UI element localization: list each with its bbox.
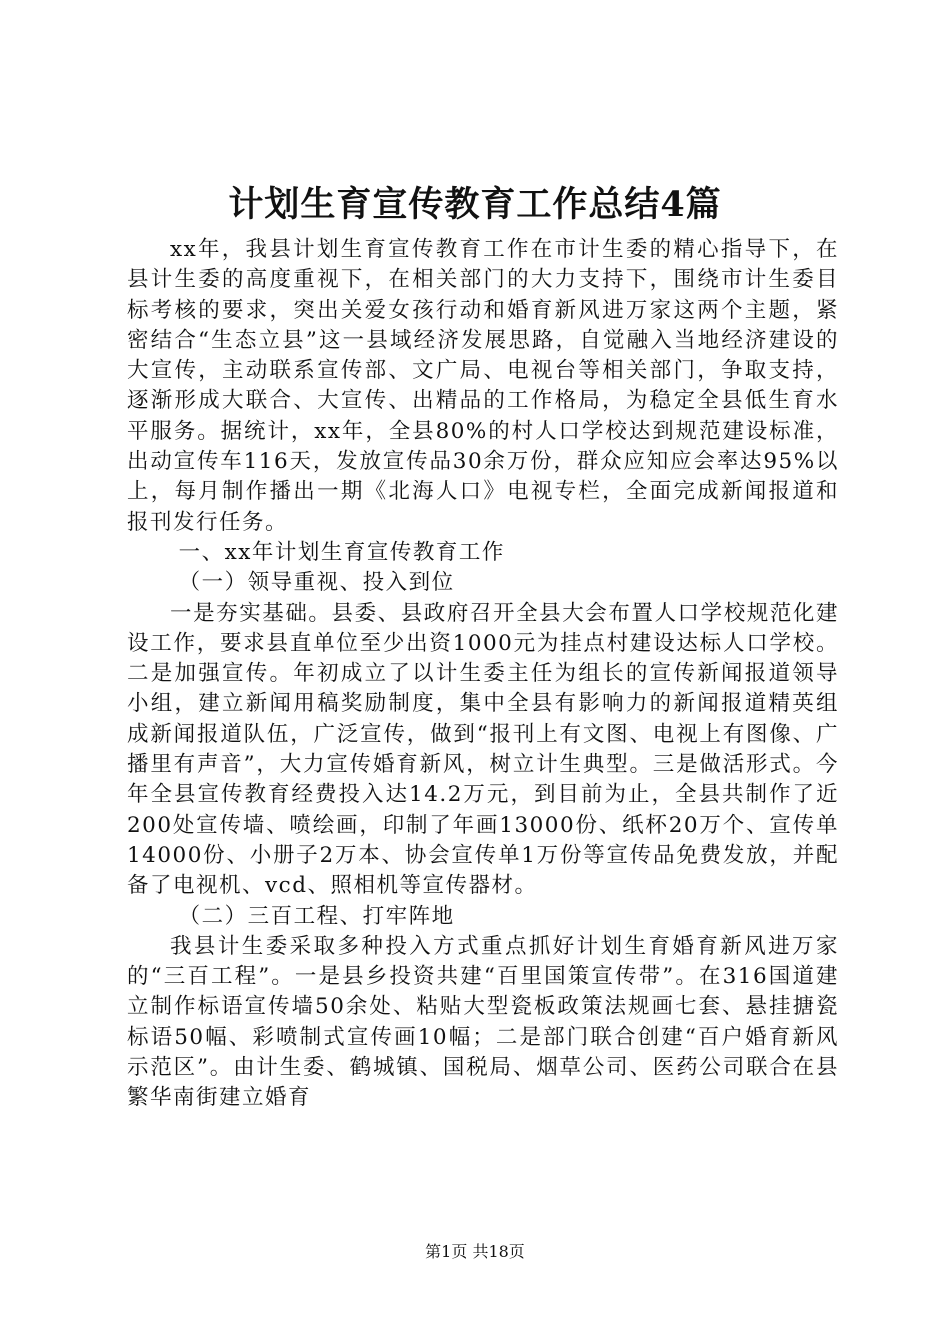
document-title: 计划生育宣传教育工作总结4篇 xyxy=(228,184,722,225)
subsection-heading-2: （二）三百工程、打牢阵地 xyxy=(178,903,455,929)
page-footer: 第1页 共18页 xyxy=(425,1242,525,1261)
document-body xyxy=(127,235,839,1114)
intro-paragraph: xx年，我县计划生育宣传教育工作在市计生委的精心指导下，在县计生委的高度重视下，在相关部门的大力支持下，围绕市计生委目标考核的要求，突出关爱女孩行动和婚育新风进万家这两个主题，紧密结合“生态立县”这一县域经济发展思路，自觉融入当地经济建设的大宣传，主动联系宣传部、文广局、电视台等相关部门，争取支持，逐渐形成大联合、大宣传、出精品的工作格局，为稳定全县低生育水平服务。据统计，xx年，全县80%的村人口学校达到规范建设标准，出动宣传车116天，发放宣传品30余万份，群众应知应会率达95%以上，每月制作播出一期《北海人口》电视专栏，全面完成新闻报道和报刊发行任务。 xyxy=(127,237,839,535)
subsection-heading-1: （一）领导重视、投入到位 xyxy=(178,570,455,596)
section-heading-1: 一、xx年计划生育宣传教育工作 xyxy=(178,539,505,565)
subsection-2-paragraph: 我县计生委采取多种投入方式重点抓好计划生育婚育新风进万家的“三百工程”。一是县乡投资共建“百里国策宣传带”。在316国道建立制作标语宣传墙50余处、粘贴大型瓷板政策法规画七套、悬挂搪瓷标语50幅、彩喷制式宣传画10幅；二是部门联合创建“百户婚育新风示范区”。由计生委、鹤城镇、国税局、烟草公司、医药公司联合在县繁华南街建立婚育 xyxy=(127,933,839,1111)
subsection-1-paragraph: 一是夯实基础。县委、县政府召开全县大会布置人口学校规范化建设工作，要求县直单位至少出资1000元为挂点村建设达标人口学校。二是加强宣传。年初成立了以计生委主任为组长的宣传新闻报道领导小组，建立新闻用稿奖励制度，集中全县有影响力的新闻报道精英组成新闻报道队伍，广泛宣传，做到“报刊上有文图、电视上有图像、广播里有声音”，大力宣传婚育新风，树立计生典型。三是做活形式。今年全县宣传教育经费投入达14.2万元，到目前为止，全县共制作了近200处宣传墙、喷绘画，印制了年画13000份、纸杯20万个、宣传单14000份、小册子2万本、协会宣传单1万份等宣传品免费发放，并配备了电视机、vcd、照相机等宣传器材。 xyxy=(127,600,839,899)
